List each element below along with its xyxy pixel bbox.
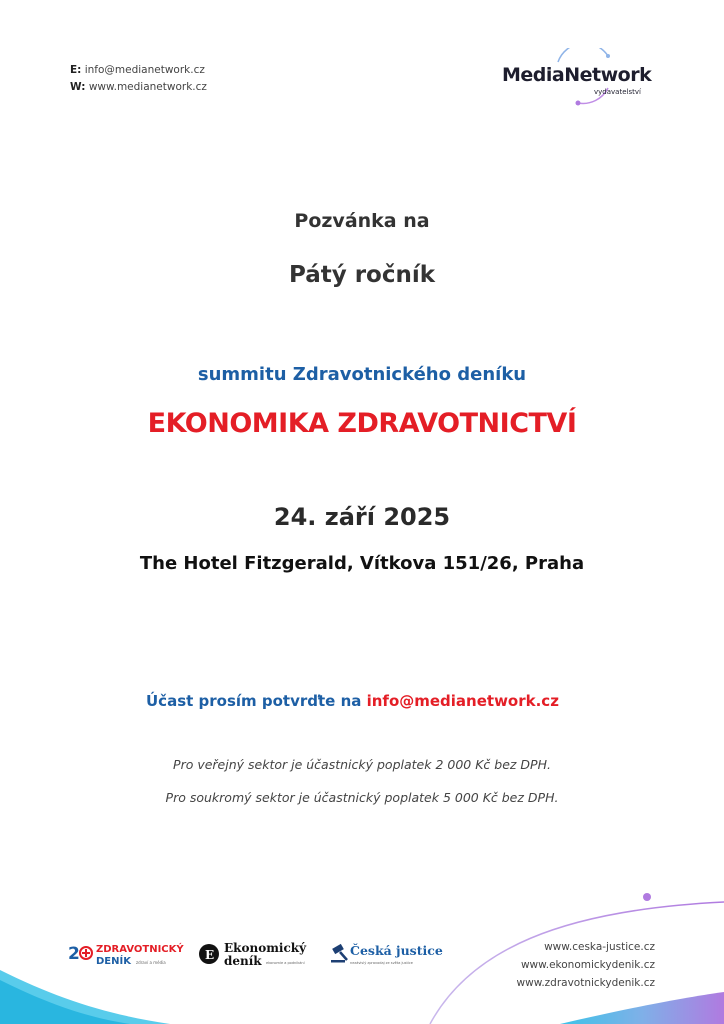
header-email[interactable]: info@medianetwork.cz [84, 64, 205, 76]
web-line [70, 79, 207, 96]
brand-ed-line2: deník [224, 954, 262, 968]
invitation-line2: Pátý ročník [288, 262, 436, 288]
brand-zd-tag: zdraví a média [136, 960, 166, 965]
brand-zdravotnicky-denik[interactable] [68, 940, 188, 974]
email-line [70, 62, 207, 79]
rsvp-text: Účast prosím potvrďte na [146, 692, 367, 710]
brand-cj-tag: nezávislý zpravodaj ze světa justice [350, 961, 413, 965]
event-venue: The Hotel Fitzgerald, Vítkova 151/26, Praha [139, 553, 585, 574]
footer-sites [500, 938, 655, 992]
zdravotnicky-denik-logo-icon [68, 940, 188, 970]
logo-name: MediaNetwork [502, 64, 652, 86]
summit-title: summitu Zdravotnického deníku [197, 364, 527, 385]
ekonomicky-denik-logo-icon [198, 940, 310, 970]
fee-private: Pro soukromý sektor je účastnický poplatek 5 000 Kč bez DPH. [165, 790, 559, 805]
logo-subtitle: vydavatelství [594, 88, 641, 96]
svg-text:2: 2 [68, 944, 80, 964]
site-link[interactable]: www.zdravotnickydenik.cz [516, 977, 655, 989]
brand-cj-line1: Česká justice [350, 943, 443, 958]
rsvp-line [146, 692, 559, 710]
brand-zd-line1: ZDRAVOTNICKÝ [96, 944, 184, 955]
brand-ekonomicky-denik[interactable] [198, 940, 310, 974]
medianetwork-logo [498, 48, 668, 108]
email-label: E: [70, 64, 82, 76]
header-contact [70, 62, 207, 96]
ceska-justice-logo-icon [330, 940, 445, 970]
svg-text:E: E [205, 948, 215, 962]
event-name: EKONOMIKA ZDRAVOTNICTVÍ [147, 408, 577, 439]
brand-zd-line2: DENÍK [96, 956, 131, 967]
brand-ed-tag: ekonomie a podnikání [266, 961, 305, 965]
rsvp-email[interactable]: info@medianetwork.cz [366, 692, 559, 710]
brand-ed-line1: Ekonomický [224, 941, 307, 955]
brand-ceska-justice[interactable] [330, 940, 445, 974]
invitation-line1: Pozvánka na [294, 210, 430, 232]
web-label: W: [70, 81, 86, 93]
fee-public: Pro veřejný sektor je účastnický poplatek 2 000 Kč bez DPH. [173, 757, 551, 772]
header-web[interactable]: www.medianetwork.cz [88, 81, 207, 93]
event-date: 24. září 2025 [273, 503, 451, 531]
site-link[interactable]: www.ekonomickydenik.cz [520, 959, 655, 971]
site-link[interactable]: www.ceska-justice.cz [544, 941, 655, 953]
